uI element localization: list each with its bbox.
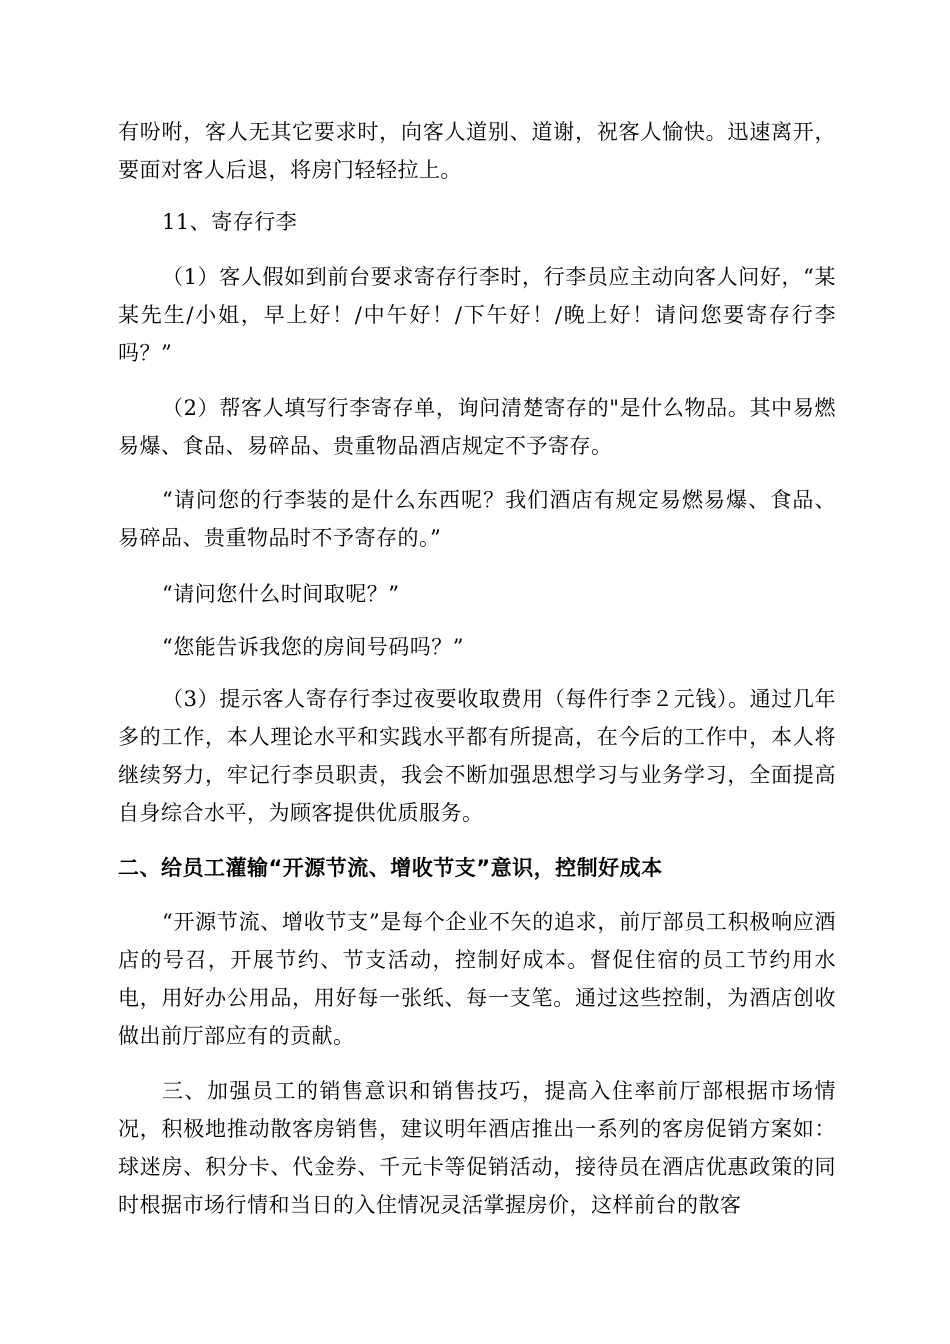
paragraph-cost-control: “开源节流、增收节支”是每个企业不矢的追求，前厅部员工积极响应酒店的号召，开展节约、节支活动，控制好成本。督促住宿的员工节约用水电，用好办公用品，用好每一张纸、每一支笔。通过这些控制，为酒店创收做出前厅部应有的贡献。 — [118, 910, 836, 1048]
paragraph-continuation: 有吩咐，客人无其它要求时，向客人道别、道谢，祝客人愉快。迅速离开，要面对客人后退，将房门轻轻拉上。 — [118, 120, 836, 182]
section-heading-11: 11、寄存行李 — [162, 210, 298, 234]
paragraph-quote-time: “请问您什么时间取呢？” — [162, 582, 400, 606]
paragraph-quote-items: “请问您的行李装的是什么东西呢？我们酒店有规定易燃易爆、食品、易碎品、贵重物品时不予寄存的。” — [118, 488, 836, 550]
paragraph-section-3: 三、加强员工的销售意识和销售技巧，提高入住率前厅部根据市场情况，积极地推动散客房销售，建议明年酒店推出一系列的客房促销方案如：球迷房、积分卡、代金券、千元卡等促销活动，接待员在酒店优惠政策的同时根据市场行情和当日的入住情况灵活掌握房价，这样前台的散客 — [118, 1079, 836, 1217]
section-heading-2: 二、给员工灌输“开源节流、增收节支”意识，控制好成本 — [118, 856, 663, 880]
paragraph-step-2: （2）帮客人填写行李寄存单，询问清楚寄存的"是什么物品。其中易燃易爆、食品、易碎品、贵重物品酒店规定不予寄存。 — [118, 396, 836, 458]
paragraph-quote-room: “您能告诉我您的房间号码吗？” — [162, 635, 464, 659]
paragraph-step-3: （3）提示客人寄存行李过夜要收取费用（每件行李２元钱）。通过几年多的工作，本人理论水平和实践水平都有所提高，在今后的工作中，本人将继续努力，牢记行李员职责，我会不断加强思想学习与业务学习，全面提高自身综合水平，为顾客提供优质服务。 — [118, 687, 836, 825]
paragraph-step-1: （1）客人假如到前台要求寄存行李时，行李员应主动向客人问好，“某某先生/小姐，早上好！/中午好！/下午好！/晚上好！请问您要寄存行李吗？” — [118, 265, 836, 365]
